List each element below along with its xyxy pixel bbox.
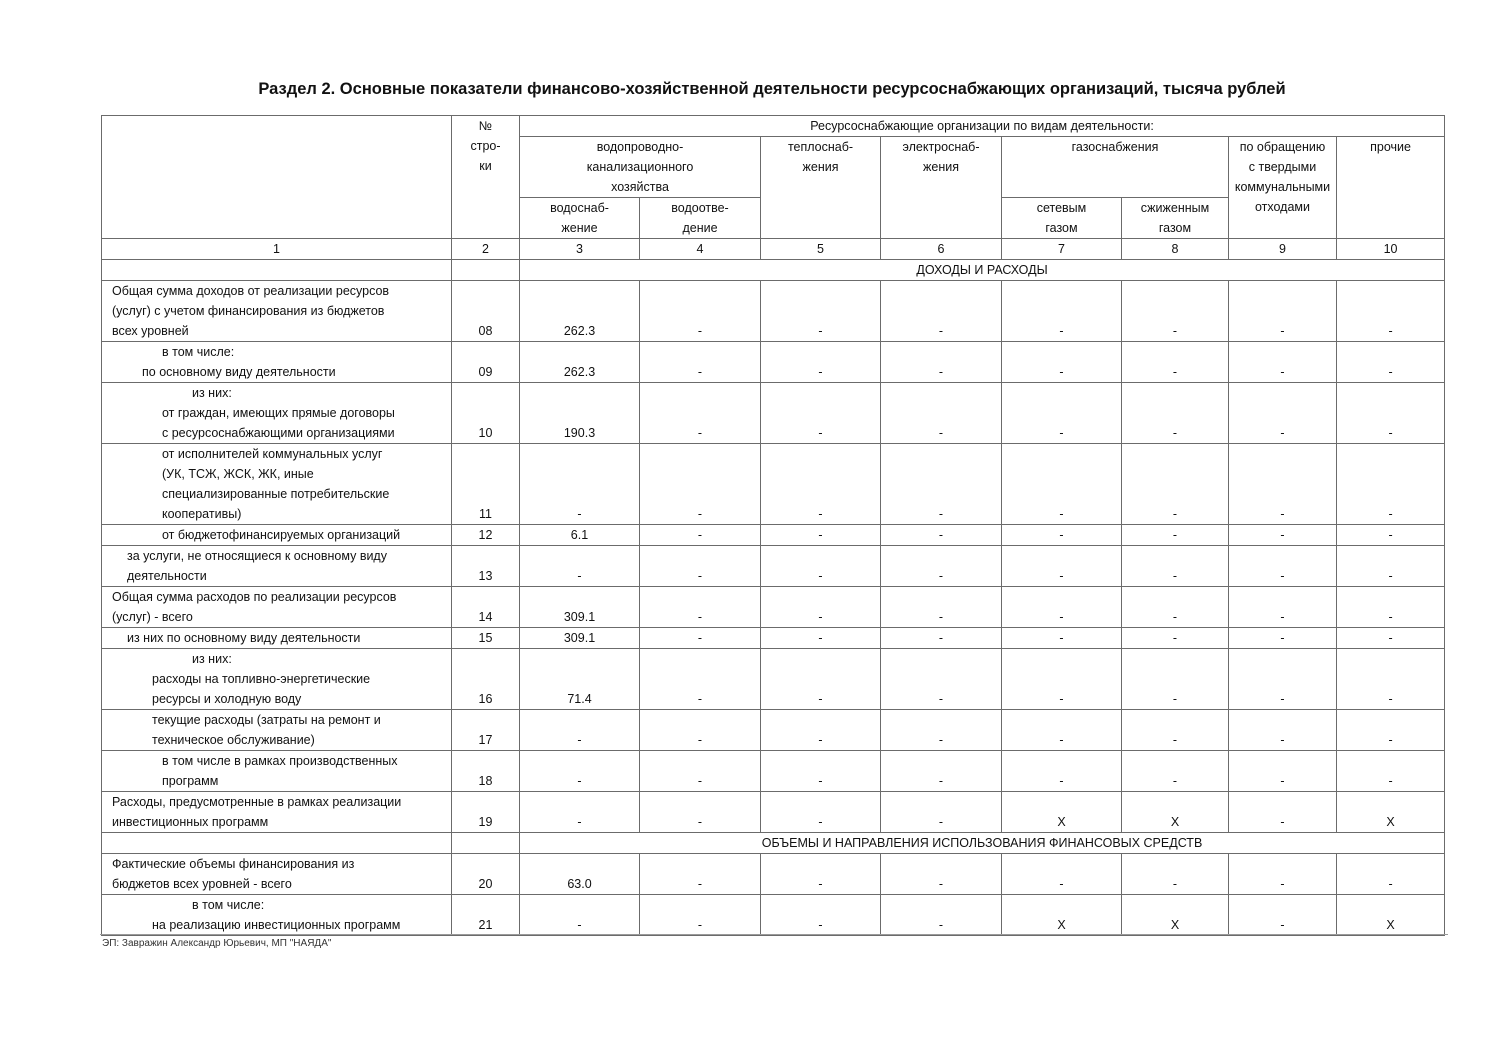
cell-value: -	[1337, 710, 1445, 751]
cell-value: -	[1002, 444, 1122, 525]
cell-value: -	[520, 710, 640, 751]
column-numbers-row	[102, 239, 1445, 260]
cell-value: -	[1002, 751, 1122, 792]
cell-value: -	[1229, 587, 1337, 628]
table-row	[102, 751, 1445, 792]
cell-value: -	[1229, 628, 1337, 649]
cell-value: -	[761, 751, 881, 792]
table-row	[102, 444, 1445, 525]
row-code: 13	[452, 546, 520, 587]
cell-value: -	[881, 546, 1002, 587]
cell-value: -	[1122, 628, 1229, 649]
row-label: из них: от граждан, имеющих прямые договоры с ресурсоснабжающими организациями	[102, 383, 452, 444]
cell-value: -	[881, 444, 1002, 525]
cell-value: X	[1337, 792, 1445, 833]
cell-value: -	[881, 525, 1002, 546]
table-row	[102, 342, 1445, 383]
cell-value: -	[1122, 444, 1229, 525]
row-code: 17	[452, 710, 520, 751]
column-number: 3	[520, 239, 640, 260]
header-gas-liquefied: сжиженным газом	[1122, 198, 1229, 239]
table-row	[102, 628, 1445, 649]
cell-value: -	[761, 281, 881, 342]
cell-value: -	[1002, 281, 1122, 342]
table-row	[102, 895, 1445, 936]
cell-value: -	[1229, 546, 1337, 587]
cell-value: -	[761, 792, 881, 833]
cell-value: 262.3	[520, 342, 640, 383]
section-row	[102, 833, 1445, 854]
financial-indicators-table	[101, 115, 1445, 936]
column-number: 9	[1229, 239, 1337, 260]
cell-value: -	[1337, 383, 1445, 444]
row-code: 21	[452, 895, 520, 936]
table-row	[102, 383, 1445, 444]
cell-value: -	[881, 710, 1002, 751]
cell-value: -	[761, 649, 881, 710]
row-code: 09	[452, 342, 520, 383]
row-code: 15	[452, 628, 520, 649]
header-other: прочие	[1337, 137, 1445, 239]
cell-value: -	[640, 751, 761, 792]
cell-value: 262.3	[520, 281, 640, 342]
cell-value: -	[881, 383, 1002, 444]
cell-value: -	[640, 895, 761, 936]
cell-value: 6.1	[520, 525, 640, 546]
cell-value: -	[1337, 444, 1445, 525]
row-code: 19	[452, 792, 520, 833]
row-code: 08	[452, 281, 520, 342]
footer-divider	[100, 934, 1448, 935]
column-number: 4	[640, 239, 761, 260]
cell-value: X	[1337, 895, 1445, 936]
cell-value: -	[1122, 854, 1229, 895]
cell-value: -	[881, 281, 1002, 342]
table-row	[102, 710, 1445, 751]
column-number: 5	[761, 239, 881, 260]
header-gas: газоснабжения	[1002, 137, 1229, 198]
table-row	[102, 281, 1445, 342]
cell-value: -	[640, 649, 761, 710]
table-row	[102, 854, 1445, 895]
row-label: Общая сумма расходов по реализации ресурсов (услуг) - всего	[102, 587, 452, 628]
row-label: из них по основному виду деятельности	[102, 628, 452, 649]
cell-value: -	[881, 342, 1002, 383]
cell-value: -	[640, 792, 761, 833]
column-number: 10	[1337, 239, 1445, 260]
table-row	[102, 525, 1445, 546]
column-number: 7	[1002, 239, 1122, 260]
cell-value: 71.4	[520, 649, 640, 710]
cell-value: -	[640, 444, 761, 525]
row-label: от исполнителей коммунальных услуг (УК, ТСЖ, ЖСК, ЖК, иные специализированные потребительские кооперативы)	[102, 444, 452, 525]
column-number: 1	[102, 239, 452, 260]
cell-value: -	[1229, 649, 1337, 710]
cell-value: -	[1122, 710, 1229, 751]
section-title-income: ДОХОДЫ И РАСХОДЫ	[520, 260, 1445, 281]
cell-value: -	[640, 710, 761, 751]
cell-value: -	[1002, 546, 1122, 587]
cell-value: -	[1337, 342, 1445, 383]
cell-value: -	[881, 751, 1002, 792]
section-title-funding: ОБЪЕМЫ И НАПРАВЛЕНИЯ ИСПОЛЬЗОВАНИЯ ФИНАНСОВЫХ СРЕДСТВ	[520, 833, 1445, 854]
row-label: за услуги, не относящиеся к основному виду деятельности	[102, 546, 452, 587]
cell-value: -	[1002, 587, 1122, 628]
cell-value: -	[1337, 281, 1445, 342]
cell-value: -	[640, 546, 761, 587]
cell-value: -	[640, 342, 761, 383]
cell-value: -	[1337, 525, 1445, 546]
row-code: 11	[452, 444, 520, 525]
row-label: Общая сумма доходов от реализации ресурсов (услуг) с учетом финансирования из бюджетов всех уровней	[102, 281, 452, 342]
row-label: в том числе в рамках производственных программ	[102, 751, 452, 792]
table-row	[102, 792, 1445, 833]
cell-value: -	[1229, 342, 1337, 383]
cell-value: -	[1229, 895, 1337, 936]
cell-value: -	[1229, 383, 1337, 444]
row-label: Фактические объемы финансирования из бюджетов всех уровней - всего	[102, 854, 452, 895]
row-code: 20	[452, 854, 520, 895]
cell-value: -	[761, 525, 881, 546]
cell-value: -	[520, 751, 640, 792]
cell-value: -	[1337, 628, 1445, 649]
cell-value: -	[1122, 546, 1229, 587]
column-number: 2	[452, 239, 520, 260]
cell-value: -	[761, 895, 881, 936]
cell-value: -	[1122, 751, 1229, 792]
row-label: в том числе: по основному виду деятельности	[102, 342, 452, 383]
header-heat: теплоснаб- жения	[761, 137, 881, 239]
header-electric: электроснаб- жения	[881, 137, 1002, 239]
cell-value: -	[1002, 710, 1122, 751]
header-water-supply: водоснаб- жение	[520, 198, 640, 239]
cell-value: 190.3	[520, 383, 640, 444]
cell-value: -	[640, 281, 761, 342]
page-title: Раздел 2. Основные показатели финансово-хозяйственной деятельности ресурсоснабжающих организаций, тысяча рублей	[258, 80, 1286, 98]
column-number: 8	[1122, 239, 1229, 260]
row-code: 16	[452, 649, 520, 710]
cell-value: -	[1002, 628, 1122, 649]
cell-value: -	[761, 444, 881, 525]
cell-value: -	[1229, 710, 1337, 751]
row-code: 12	[452, 525, 520, 546]
cell-value: -	[761, 383, 881, 444]
row-label: текущие расходы (затраты на ремонт и техническое обслуживание)	[102, 710, 452, 751]
row-code: 18	[452, 751, 520, 792]
cell-value: -	[1122, 342, 1229, 383]
cell-value: 309.1	[520, 587, 640, 628]
header-water-disposal: водоотве- дение	[640, 198, 761, 239]
cell-value: -	[881, 628, 1002, 649]
cell-value: -	[640, 525, 761, 546]
cell-value: -	[761, 854, 881, 895]
cell-value: -	[1337, 649, 1445, 710]
cell-value: -	[1229, 444, 1337, 525]
cell-value: -	[1229, 751, 1337, 792]
cell-value: 309.1	[520, 628, 640, 649]
table-row	[102, 546, 1445, 587]
row-label: из них: расходы на топливно-энергетические ресурсы и холодную воду	[102, 649, 452, 710]
header-waste: по обращению с твердыми коммунальными отходами	[1229, 137, 1337, 239]
cell-value: X	[1002, 792, 1122, 833]
cell-value: -	[1002, 854, 1122, 895]
row-label: в том числе: на реализацию инвестиционных программ	[102, 895, 452, 936]
header-group-title: Ресурсоснабжающие организации по видам деятельности:	[520, 116, 1445, 137]
cell-value: -	[520, 895, 640, 936]
cell-value: -	[1337, 854, 1445, 895]
header-indicator-cell	[102, 116, 452, 239]
cell-value: -	[640, 587, 761, 628]
cell-value: -	[881, 792, 1002, 833]
cell-value: 63.0	[520, 854, 640, 895]
cell-value: -	[1337, 751, 1445, 792]
cell-value: -	[881, 895, 1002, 936]
section-row	[102, 260, 1445, 281]
cell-value: X	[1122, 792, 1229, 833]
cell-value: X	[1122, 895, 1229, 936]
cell-value: -	[1122, 281, 1229, 342]
cell-value: -	[520, 546, 640, 587]
cell-value: -	[1122, 649, 1229, 710]
cell-value: -	[761, 710, 881, 751]
cell-value: -	[881, 854, 1002, 895]
cell-value: -	[761, 546, 881, 587]
cell-value: -	[1122, 383, 1229, 444]
header-row-number: № стро- ки	[452, 116, 520, 239]
row-label: от бюджетофинансируемых организаций	[102, 525, 452, 546]
cell-value: -	[761, 628, 881, 649]
cell-value: -	[1229, 281, 1337, 342]
cell-value: -	[1122, 587, 1229, 628]
cell-value: -	[1229, 854, 1337, 895]
row-label: Расходы, предусмотренные в рамках реализации инвестиционных программ	[102, 792, 452, 833]
cell-value: -	[761, 587, 881, 628]
row-code: 10	[452, 383, 520, 444]
header-gas-network: сетевым газом	[1002, 198, 1122, 239]
cell-value: -	[1002, 383, 1122, 444]
signature-footer: ЭП: Завражин Александр Юрьевич, МП "НАЯДА"	[102, 938, 332, 949]
cell-value: -	[1337, 546, 1445, 587]
cell-value: -	[1002, 342, 1122, 383]
cell-value: -	[520, 792, 640, 833]
cell-value: -	[1122, 525, 1229, 546]
cell-value: -	[640, 383, 761, 444]
cell-value: -	[1337, 587, 1445, 628]
cell-value: X	[1002, 895, 1122, 936]
cell-value: -	[1002, 525, 1122, 546]
cell-value: -	[881, 649, 1002, 710]
cell-value: -	[1002, 649, 1122, 710]
cell-value: -	[881, 587, 1002, 628]
column-number: 6	[881, 239, 1002, 260]
cell-value: -	[1229, 792, 1337, 833]
cell-value: -	[1229, 525, 1337, 546]
cell-value: -	[520, 444, 640, 525]
row-code: 14	[452, 587, 520, 628]
table-row	[102, 587, 1445, 628]
table-row	[102, 649, 1445, 710]
header-water: водопроводно- канализационного хозяйства	[520, 137, 761, 198]
cell-value: -	[640, 854, 761, 895]
cell-value: -	[640, 628, 761, 649]
cell-value: -	[761, 342, 881, 383]
